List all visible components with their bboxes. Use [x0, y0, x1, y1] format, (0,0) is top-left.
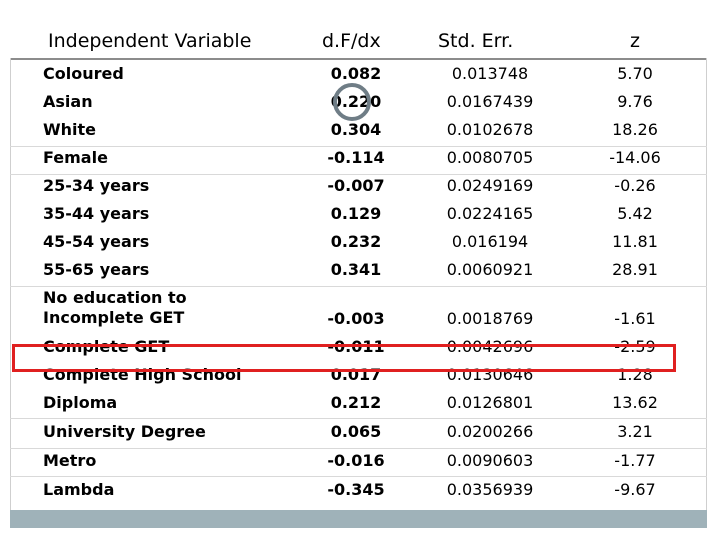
row-dfdx: 0.341	[330, 260, 382, 279]
row-label: Coloured	[43, 64, 124, 83]
row-z: 9.76	[617, 92, 653, 111]
row-stderr: 0.0130646	[446, 365, 534, 384]
row-z: -1.61	[614, 309, 656, 328]
row-label-line1: No education to	[43, 288, 187, 307]
row-label: 35-44 years	[43, 204, 150, 223]
row-z: 11.81	[612, 232, 658, 251]
row-z: -2.59	[614, 337, 656, 356]
row-z: 3.21	[617, 422, 653, 441]
header-independent-variable: Independent Variable	[48, 30, 252, 52]
row-z: -0.26	[614, 176, 656, 195]
header-z: z	[630, 30, 640, 52]
row-z: 1.28	[617, 365, 653, 384]
row-z: 5.70	[617, 64, 653, 83]
row-label: Asian	[43, 92, 93, 111]
row-divider	[10, 448, 707, 449]
row-label: Complete High School	[43, 365, 242, 384]
row-label: 55-65 years	[43, 260, 150, 279]
row-stderr: 0.016194	[451, 232, 529, 251]
row-dfdx: 0.082	[330, 64, 382, 83]
header-divider	[10, 58, 707, 60]
row-stderr: 0.0102678	[446, 120, 534, 139]
row-stderr: 0.0080705	[446, 148, 534, 167]
row-label-line2: Incomplete GET	[43, 308, 185, 327]
row-label: White	[43, 120, 97, 139]
row-stderr: 0.0200266	[446, 422, 534, 441]
row-label: 45-54 years	[43, 232, 150, 251]
row-divider	[10, 418, 707, 419]
row-dfdx: 0.065	[330, 422, 382, 441]
row-dfdx: -0.345	[327, 480, 385, 499]
row-stderr: 0.0224165	[446, 204, 534, 223]
row-dfdx: -0.016	[327, 451, 385, 470]
row-dfdx: -0.114	[327, 148, 385, 167]
row-z: -9.67	[614, 480, 656, 499]
row-dfdx: 0.232	[330, 232, 382, 251]
table-frame-left	[10, 58, 11, 528]
row-dfdx: 0.304	[330, 120, 382, 139]
row-divider	[10, 286, 707, 287]
row-dfdx: 0.220	[330, 92, 382, 111]
row-stderr: 0.0090603	[446, 451, 534, 470]
row-dfdx: -0.007	[327, 176, 385, 195]
annotation-circle	[333, 83, 371, 121]
row-stderr: 0.0167439	[446, 92, 534, 111]
row-stderr: 0.013748	[451, 64, 529, 83]
header-dfdx: d.F/dx	[322, 30, 381, 52]
row-label: Diploma	[43, 393, 118, 412]
row-label: Female	[43, 148, 108, 167]
table-footer-bar	[10, 510, 707, 528]
row-divider	[10, 174, 707, 175]
row-z: -14.06	[609, 148, 661, 167]
table-frame-right	[706, 58, 707, 528]
row-label: University Degree	[43, 422, 206, 441]
row-divider	[10, 146, 707, 147]
row-stderr: 0.0126801	[446, 393, 534, 412]
row-stderr: 0.0356939	[446, 480, 534, 499]
row-stderr: 0.0249169	[446, 176, 534, 195]
row-dfdx: 0.017	[330, 365, 382, 384]
row-dfdx: 0.212	[330, 393, 382, 412]
row-dfdx: -0.011	[327, 337, 385, 356]
row-dfdx: -0.003	[327, 309, 385, 328]
row-stderr: 0.0018769	[446, 309, 534, 328]
row-label: 25-34 years	[43, 176, 150, 195]
row-label: Metro	[43, 451, 97, 470]
row-label: Complete GET	[43, 337, 170, 356]
row-z: -1.77	[614, 451, 656, 470]
row-divider	[10, 476, 707, 477]
table-header	[10, 26, 707, 58]
annotation-highlight-box	[12, 344, 676, 372]
row-label: Lambda	[43, 480, 115, 499]
row-dfdx: 0.129	[330, 204, 382, 223]
header-std-err: Std. Err.	[438, 30, 514, 52]
row-stderr: 0.0060921	[446, 260, 534, 279]
top-bar	[0, 0, 720, 8]
row-z: 5.42	[617, 204, 653, 223]
row-z: 28.91	[612, 260, 658, 279]
row-z: 13.62	[612, 393, 658, 412]
row-z: 18.26	[612, 120, 658, 139]
row-stderr: 0.0042696	[446, 337, 534, 356]
